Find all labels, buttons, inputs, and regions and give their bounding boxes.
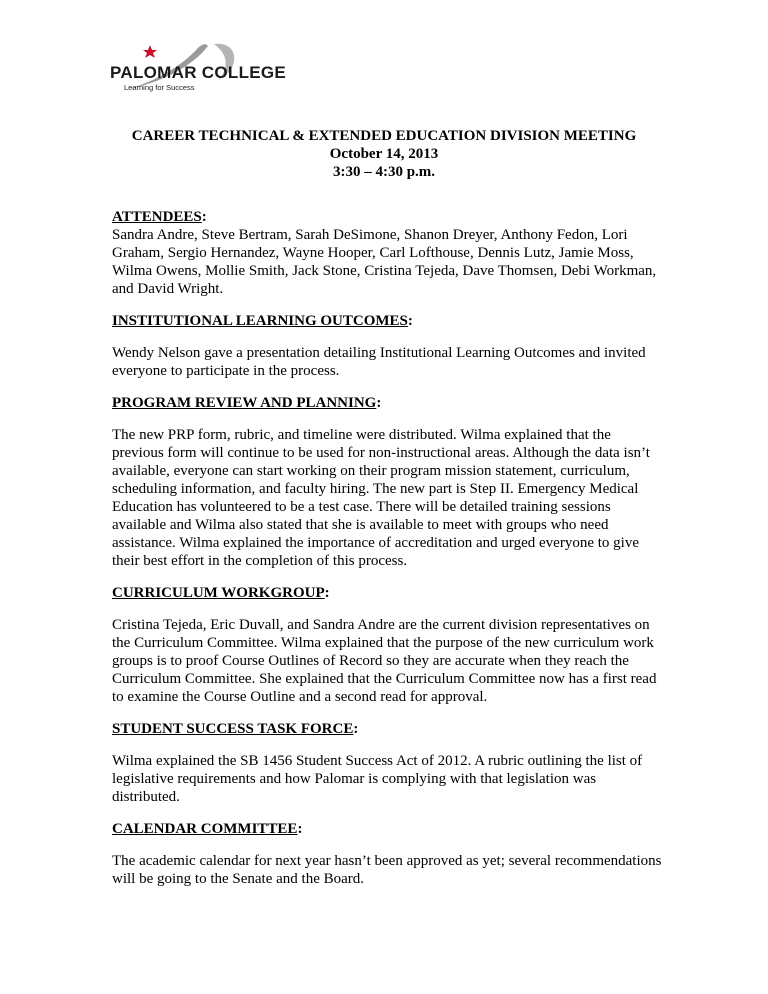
minutes-body (112, 208, 662, 888)
section-body-curriculum: Cristina Tejeda, Eric Duvall, and Sandra Andre are the current division representatives on the Curriculum Committee. Wilma explained that the purpose of the new curriculum work groups is to proof Course Outlines of Record so they are accurate when they reach the Curriculum Committee. She explained that the Curriculum Committee now has a first read to examine the Course Outline and a second read for approval. (112, 617, 657, 705)
section-body-calendar: The academic calendar for next year hasn’t been approved as yet; several recommendations will be going to the Senate and the Board. (112, 853, 662, 887)
section-heading-curriculum: CURRICULUM WORKGROUP: (112, 585, 330, 601)
section-body-program-review: The new PRP form, rubric, and timeline were distributed. Wilma explained that the previous form will continue to be used for non-instructional areas. Although the data isn’t available, everyone can start working on their program mission statement, curriculum, scheduling information, and faculty hiring. The new part is Step II. Emergency Medical Education has volunteered to be a test case. There will be detailed training sessions available and Wilma also stated that she is available to meet with groups who need assistance. Wilma explained the importance of accreditation and urged everyone to give their best effort in the completion of this process. (112, 427, 650, 569)
meeting-date: October 14, 2013 (329, 146, 439, 162)
section-heading-program-review: PROGRAM REVIEW AND PLANNING: (112, 395, 382, 411)
section-heading-student-success: STUDENT SUCCESS TASK FORCE: (112, 721, 359, 737)
logo-tagline: Learning for Success (124, 83, 195, 92)
meeting-header (0, 127, 768, 181)
section-body-student-success: Wilma explained the SB 1456 Student Success Act of 2012. A rubric outlining the list of legislative requirements and how Palomar is complying with that legislation was distributed. (112, 753, 643, 805)
star-icon (143, 45, 157, 58)
section-heading-attendees: ATTENDEES: (112, 209, 207, 225)
section-heading-calendar: CALENDAR COMMITTEE: (112, 821, 303, 837)
section-body-ilo: Wendy Nelson gave a presentation detailing Institutional Learning Outcomes and invited everyone to participate in the process. (112, 345, 646, 379)
college-logo (110, 40, 287, 100)
attendees-list: Sandra Andre, Steve Bertram, Sarah DeSimone, Shanon Dreyer, Anthony Fedon, Lori Graham, Sergio Hernandez, Wayne Hooper, Carl Lofthouse, Dennis Lutz, Jamie Moss, Wilma Owens, Mollie Smith, Jack Stone, Cristina Tejeda, Dave Thomsen, Debi Workman, and David Wright. (112, 227, 657, 297)
logo-name: PALOMAR COLLEGE (110, 63, 287, 82)
meeting-time: 3:30 – 4:30 p.m. (332, 164, 436, 180)
meeting-title: CAREER TECHNICAL & EXTENDED EDUCATION DIVISION MEETING (131, 128, 637, 144)
section-heading-ilo: INSTITUTIONAL LEARNING OUTCOMES: (112, 313, 413, 329)
